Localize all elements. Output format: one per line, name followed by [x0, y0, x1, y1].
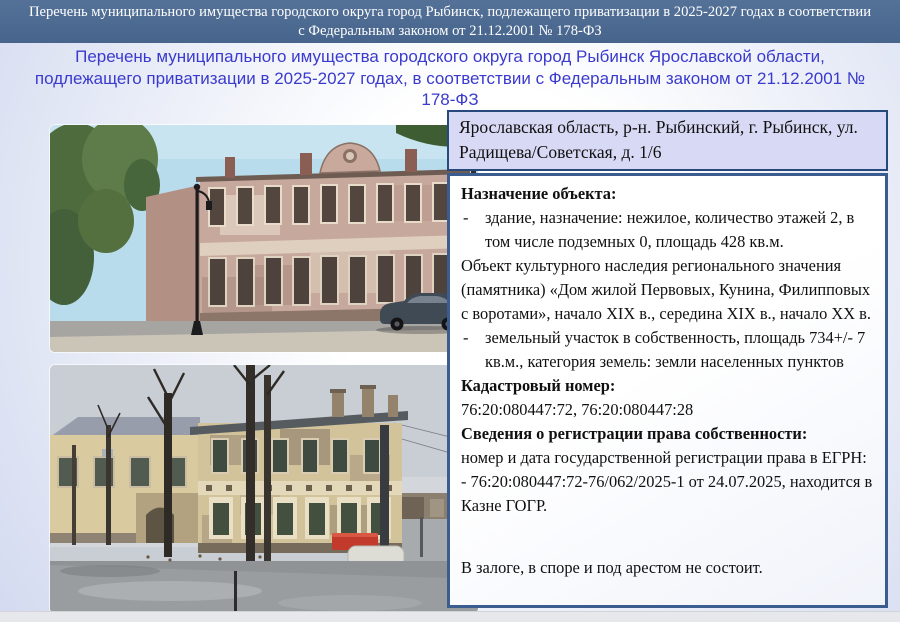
list-dash: - — [463, 328, 469, 347]
address-text: Ярославская область, р-н. Рыбинский, г. Рыбинск, ул. Радищева/Советская, д. 1/6 — [459, 117, 858, 162]
wet-road — [50, 554, 478, 613]
detail-item-land — [461, 326, 874, 374]
detail-item-land-text: земельный участок в собственность, площадь 734+/- 7 кв.м., категория земель: земли населенных пунктов — [485, 328, 866, 371]
registration-line1: номер и дата государственной регистрации права в ЕГРН: — [461, 448, 867, 467]
list-dash: - — [463, 208, 469, 227]
bottom-strip — [0, 611, 900, 622]
detail-item-building-text: здание, назначение: нежилое, количество этажей 2, в том числе подземных 0, площадь 428 кв.м. — [485, 208, 855, 251]
detail-item-building — [461, 206, 874, 254]
photo-building-autumn — [50, 365, 478, 613]
details-box — [447, 173, 888, 608]
cadastral-numbers: 76:20:080447:72, 76:20:080447:28 — [461, 400, 694, 419]
upper-windows — [209, 183, 449, 226]
purpose-heading: Назначение объекта: — [461, 184, 617, 203]
cadastral-heading: Кадастровый номер: — [461, 376, 616, 395]
heritage-text: Объект культурного наследия регионального значения (памятника) «Дом жилой Первовых, Кунина, Филипповых с воротами», начало XIX в., середина XIX в., начало XX в. — [461, 256, 871, 323]
address-box — [447, 110, 888, 171]
status-line: В залоге, в споре и под арестом не состоит. — [461, 558, 763, 577]
pole — [380, 425, 389, 553]
slide-subtitle: Перечень муниципального имущества городского округа город Рыбинск Ярославской области, подлежащего приватизации в 2025-2027 годах, в соответствии с Федеральным законом от 21.12.2001 № 178-ФЗ — [34, 47, 866, 109]
photo-building-summer — [50, 125, 478, 352]
registration-line2: - 76:20:080447:72-76/062/2025-1 от 24.07.2025, находится в Казне ГОГР. — [461, 472, 873, 515]
slide-banner — [0, 0, 900, 43]
banner-title: Перечень муниципального имущества городского округа город Рыбинск, подлежащего приватизации в 2025-2027 годах в соответствии с Федеральным законом от 21.12.2001 № 178-ФЗ — [28, 3, 872, 39]
registration-heading: Сведения о регистрации права собственности: — [461, 424, 808, 443]
